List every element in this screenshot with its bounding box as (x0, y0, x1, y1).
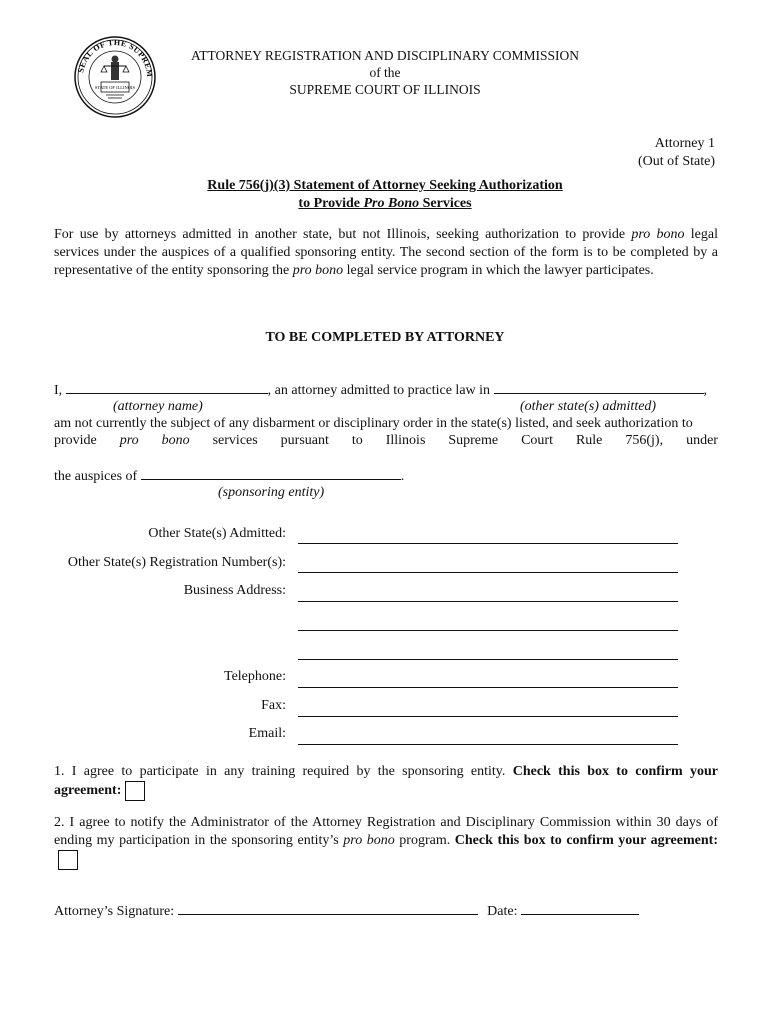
form-title (0, 177, 770, 213)
word-rule: Rule (575, 433, 603, 448)
sponsoring-entity-blank[interactable] (141, 466, 401, 480)
title-line2-c: Services (419, 196, 472, 211)
form-id-line2: (Out of State) (638, 154, 715, 169)
word-supreme: Supreme (448, 433, 499, 448)
word-court: Court (521, 433, 553, 448)
title-line2-b: Pro Bono (363, 196, 420, 211)
word-bono: bono (161, 433, 190, 448)
attorney-name-blank[interactable] (66, 380, 268, 394)
statement-mid: , an attorney admitted to practice law in (267, 383, 491, 398)
auspices-label: the auspices of (54, 469, 138, 484)
label-telephone: Telephone: (224, 669, 286, 684)
field-business-address-1[interactable] (298, 601, 678, 602)
agreement-1-confirm-label: Check this box to confirm your agreement: (54, 764, 718, 799)
word-pursuant: pursuant (280, 433, 329, 448)
seal-ring-text: SEAL OF THE SUPREM (76, 37, 155, 78)
field-business-address-3[interactable] (298, 659, 678, 660)
field-business-address-2[interactable] (298, 630, 678, 631)
intro-paragraph (54, 226, 718, 280)
agreement-1-checkbox[interactable] (125, 781, 145, 801)
field-email[interactable] (298, 744, 678, 745)
word-services: services (212, 433, 258, 448)
label-business-address: Business Address: (183, 583, 286, 598)
seal-inner-text: STATE OF ILLINOIS (94, 85, 136, 90)
intro-text-3: legal services under the auspices of a qualified sponsoring entity. The second section of the form is to be completed by a representative of the entity sponsoring the (54, 227, 718, 278)
signature-row (54, 901, 718, 921)
header-commission: ATTORNEY REGISTRATION AND DISCIPLINARY COMMISSION (190, 48, 580, 63)
intro-text-1: For use by attorneys admitted in another state, but not Illinois, seeking authorization to provide (54, 227, 632, 242)
title-line2-a: to Provide (298, 196, 364, 211)
field-registration-numbers[interactable] (298, 572, 678, 573)
word-756j: 756(j), (625, 433, 664, 448)
word-illinois: Illinois (385, 433, 426, 448)
signature-label: Attorney’s Signature: (54, 904, 175, 919)
agreement-2-confirm-label: Check this box to confirm your agreement: (454, 833, 718, 848)
other-states-blank[interactable] (494, 380, 704, 394)
field-other-states-admitted[interactable] (298, 543, 678, 544)
header-court: SUPREME COURT OF ILLINOIS (289, 82, 481, 97)
word-pro: pro (119, 433, 139, 448)
statement-end: , (703, 383, 708, 398)
statement-i: I, (54, 383, 63, 398)
field-telephone[interactable] (298, 687, 678, 688)
agreement-1 (54, 763, 718, 801)
agreement-2-text-a: 2. I agree to notify the Administrator of the Attorney Registration and Disciplinary Commission within 30 days of ending my participation in the sponsoring entity’s (54, 815, 718, 848)
label-other-states-admitted: Other State(s) Admitted: (148, 526, 286, 541)
intro-text-4: pro bono (292, 263, 344, 278)
statement-line-3: am not currently the subject of any disbarment or disciplinary order in the state(s) listed, and seek authorization to (54, 416, 693, 431)
intro-text-5: legal service program in which the lawyer participates. (343, 263, 654, 278)
field-fax[interactable] (298, 716, 678, 717)
statement-line-1 (54, 380, 718, 400)
intro-text-2: pro bono (631, 227, 685, 242)
caption-attorney-name: (attorney name) (113, 399, 203, 414)
document-header (0, 47, 770, 98)
form-identifier (638, 135, 715, 171)
agreement-1-text: 1. I agree to participate in any training required by the sponsoring entity. (54, 764, 513, 779)
caption-sponsoring-entity: (sponsoring entity) (218, 485, 325, 500)
date-line[interactable] (521, 901, 639, 915)
agreement-2-text-b: pro bono (343, 833, 395, 848)
word-provide: provide (54, 433, 97, 448)
header-of-the: of the (369, 65, 401, 80)
agreement-2 (54, 814, 718, 870)
word-to: to (351, 433, 363, 448)
label-fax: Fax: (261, 698, 286, 713)
signature-line[interactable] (178, 901, 478, 915)
caption-other-states: (other state(s) admitted) (520, 399, 657, 414)
statement-auspices (54, 466, 718, 486)
auspices-period: . (400, 469, 405, 484)
section-heading: TO BE COMPLETED BY ATTORNEY (265, 330, 505, 345)
statement-line-4 (54, 432, 718, 450)
label-registration-numbers: Other State(s) Registration Number(s): (67, 555, 286, 570)
word-under: under (686, 433, 718, 448)
agreement-2-checkbox[interactable] (58, 850, 78, 870)
agreement-2-text-c: program. (394, 833, 455, 848)
title-line1: Rule 756(j)(3) Statement of Attorney Seeking Authorization (207, 178, 563, 193)
form-id-line1: Attorney 1 (654, 136, 715, 151)
label-email: Email: (248, 726, 286, 741)
date-label: Date: (487, 904, 518, 919)
